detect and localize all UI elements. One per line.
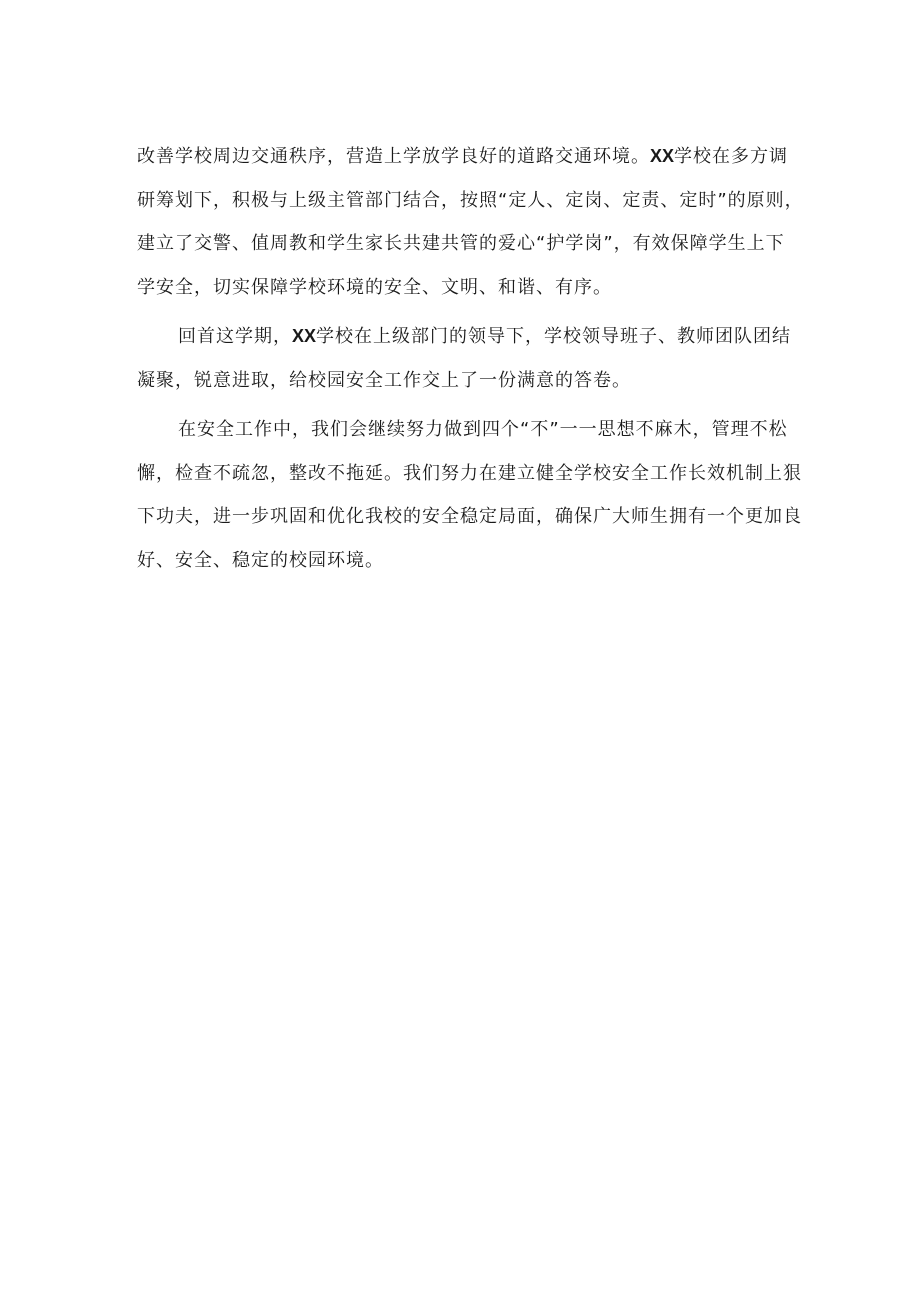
paragraph-line: 凝聚，锐意进取，给校园安全工作交上了一份满意的答卷。 [137,369,631,391]
paragraph-1 [137,135,812,309]
paragraph-line: 下功夫，进一步巩固和优化我校的安全稳定局面，确保广大师生拥有一个更加良 [137,506,802,527]
paragraph-line: 好、安全、稳定的校园环境。 [137,549,384,571]
paragraph-line: 回首这学期，XX学校在上级部门的领导下，学校领导班子、教师团队团结 [178,326,792,347]
paragraph-line: 建立了交警、值周教和学生家长共建共管的爱心“护学岗”，有效保障学生上下 [137,233,785,254]
paragraph-2 [137,315,812,402]
paragraph-3 [137,408,812,582]
paragraph-line: 学安全，切实保障学校环境的安全、文明、和谐、有序。 [137,276,612,298]
document-body [137,135,812,582]
paragraph-line: 在安全工作中，我们会继续努力做到四个“不”一一思想不麻木，管理不松 [178,419,788,440]
paragraph-line: 研筹划下，积极与上级主管部门结合，按照“定人、定岗、定责、定时”的原则， [137,189,804,211]
paragraph-line: 改善学校周边交通秩序，营造上学放学良好的道路交通环境。XX学校在多方调 [137,146,789,167]
school-name-placeholder: XX [650,146,675,166]
paragraph-line: 懈，检查不疏忽，整改不拖延。我们努力在建立健全学校安全工作长效机制上狠 [137,462,802,484]
school-name-placeholder: XX [292,326,317,346]
